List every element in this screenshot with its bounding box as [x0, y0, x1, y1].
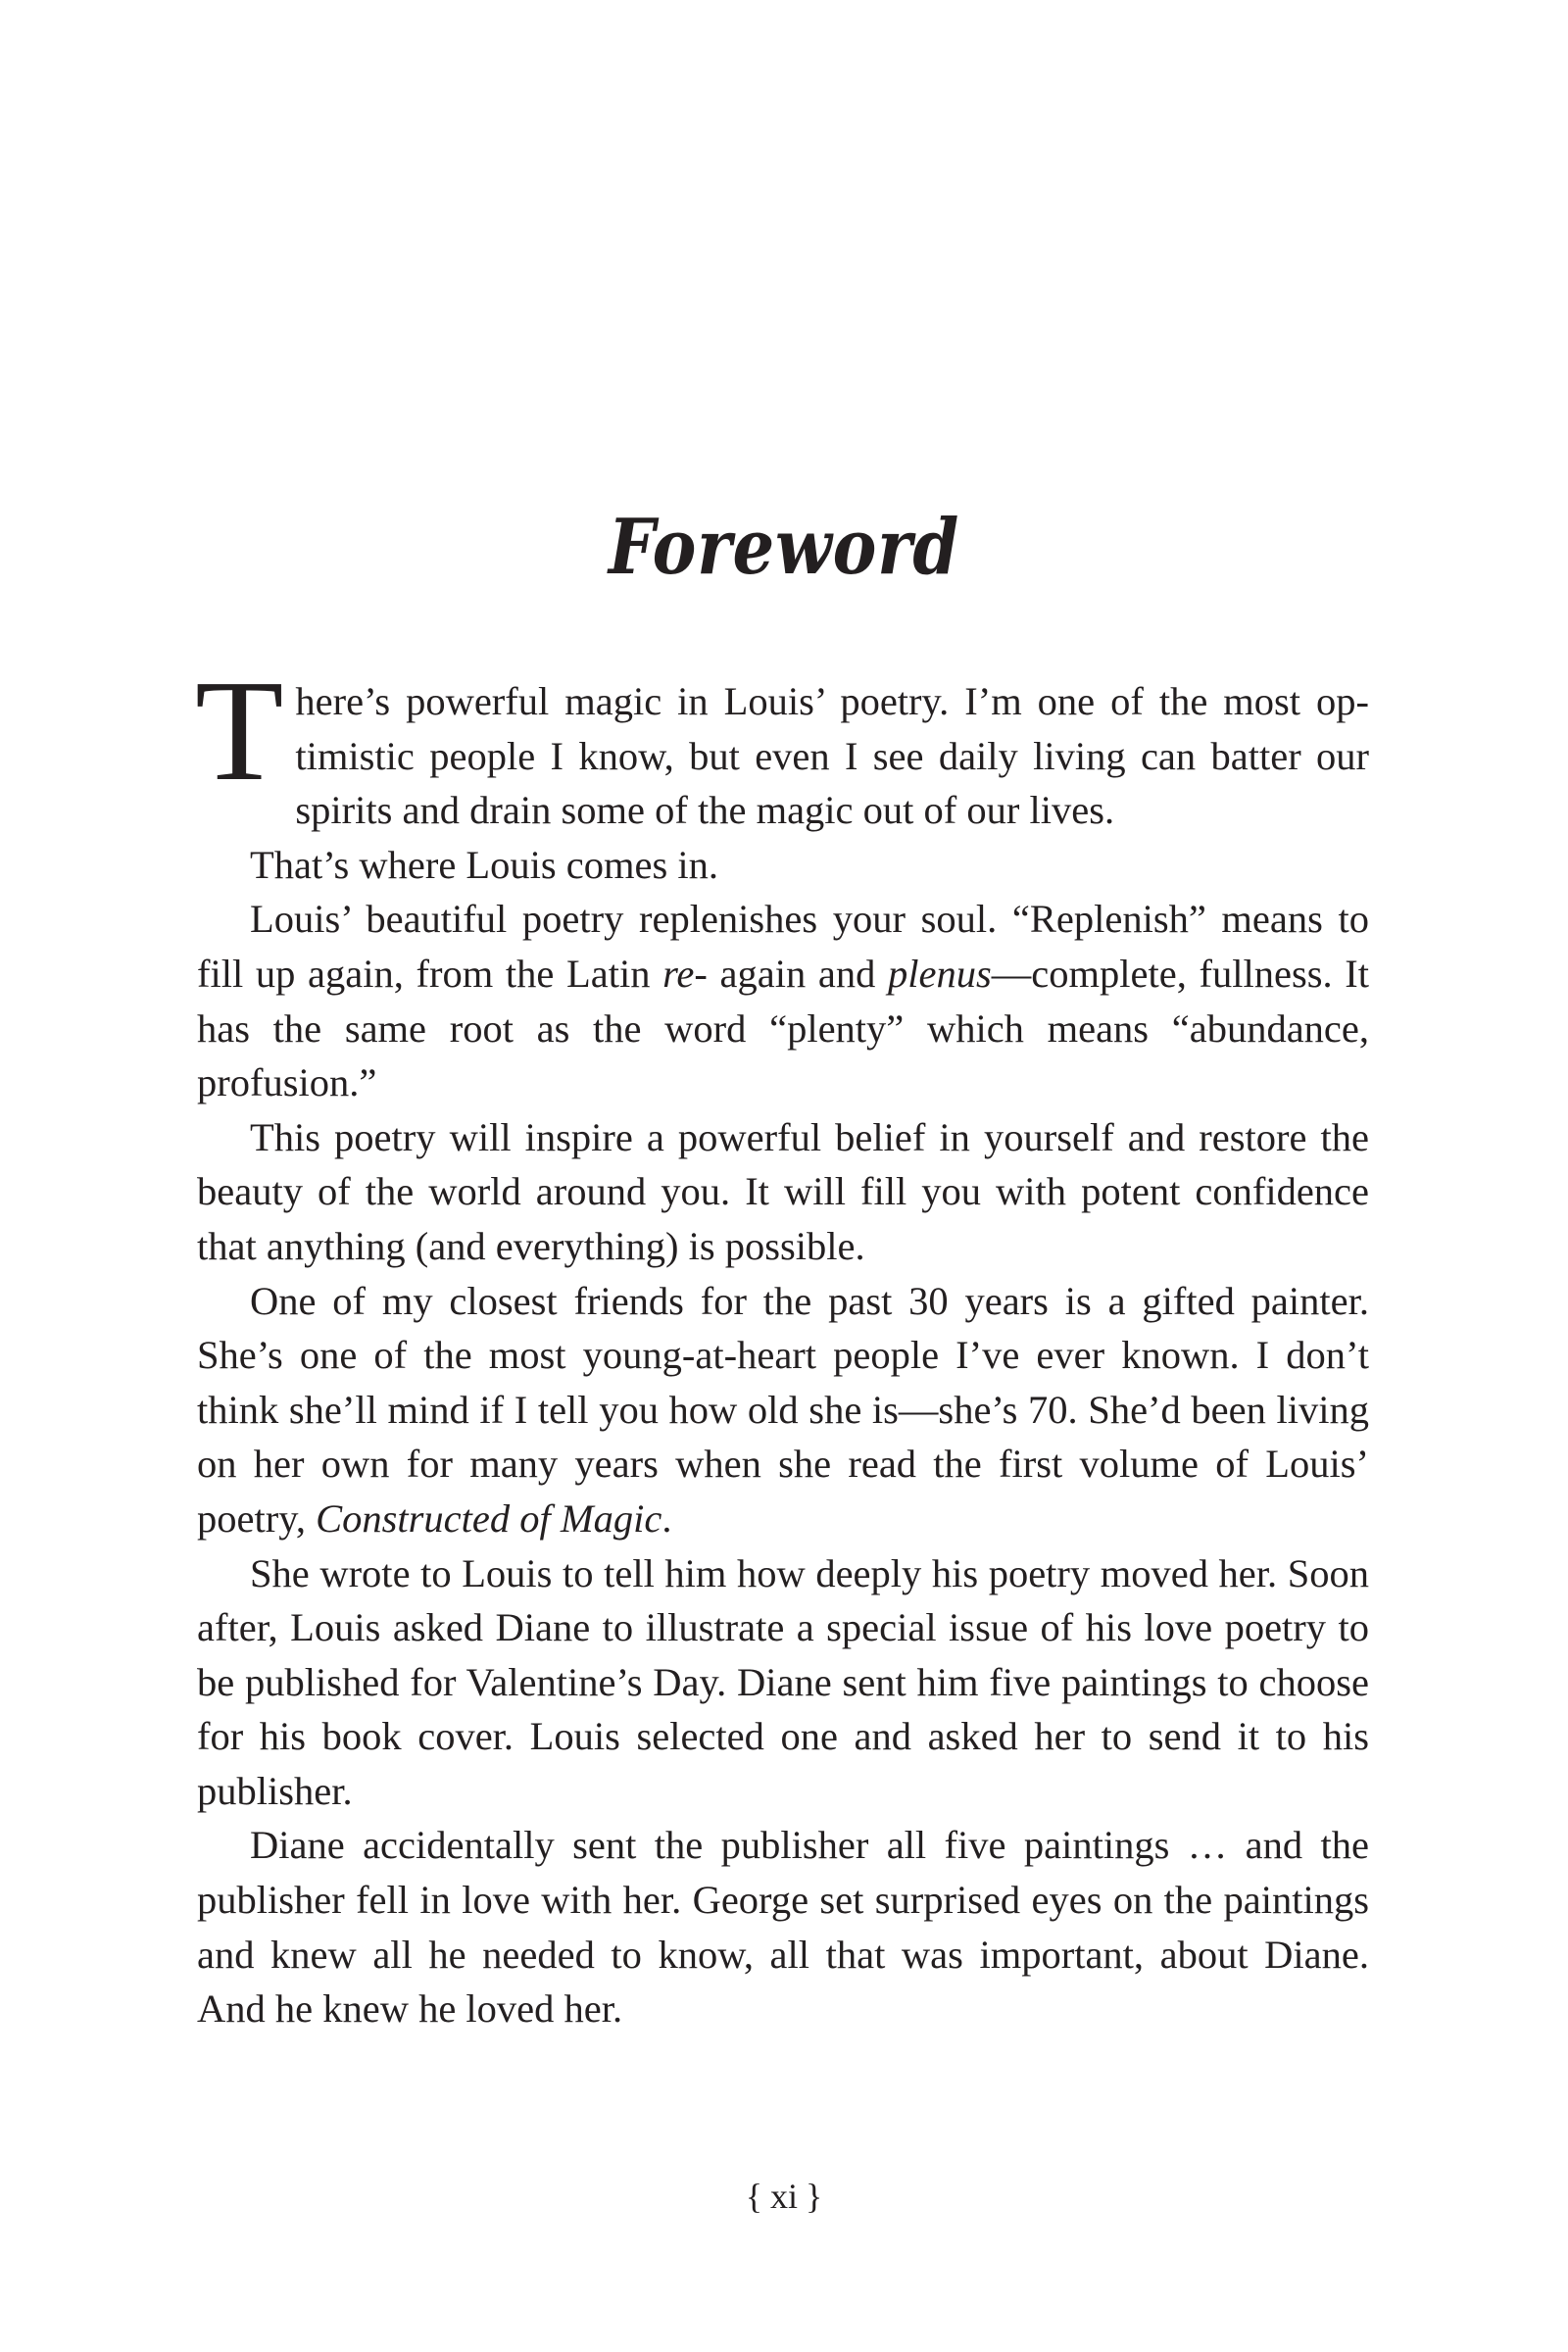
paragraph-4: This poetry will inspire a powerful belief in yourself and restore the beauty of the world around you. It will fill you with potent confidence that anything (and everything) is possible.: [197, 1114, 1369, 1268]
paragraph-3: [197, 892, 1369, 1109]
foreword-body: [195, 651, 1369, 2036]
page-number: [0, 2172, 1568, 2221]
latin-prefix-re: re-: [662, 951, 708, 996]
paragraph-3-text-after: —complete, fullness. It has the same root as the word “plenty” which means “abundance, profusion.”: [197, 951, 1369, 1105]
paragraph-2: That’s where Louis comes in.: [250, 842, 719, 887]
paragraph-3-text-before: Louis’ beautiful poetry replenishes your soul. “Replenish” means to fill up again, from the Latin: [197, 897, 1369, 996]
paragraph-1: [195, 651, 1369, 838]
paragraph-7: Diane accidentally sent the publisher all five paintings … and the publisher fell in love with her. George set surprised eyes on the paintings and knew all he needed to know, all that was important, about Diane. And he knew he loved her.: [197, 1823, 1369, 2032]
book-title-constructed-of-magic: Constructed of Magic: [316, 1495, 662, 1541]
latin-word-plenus: plenus: [888, 951, 992, 996]
paragraph-6: She wrote to Louis to tell him how deeply his poetry moved her. Soon after, Louis asked Diane to illustrate a special issue of his love poetry to be published for Valentine’s Day. Diane sent him five paintings to choose for his book cover. Louis selected one and asked her to send it to his publisher.: [197, 1550, 1369, 1813]
chapter-title: Foreword: [608, 503, 960, 593]
drop-cap: T: [195, 651, 284, 811]
paragraph-1-text: here’s powerful magic in Louis’ poetry. I’m one of the most optimistic people I know, but even I see daily living can batter our spirits and drain some of the magic out of our lives.: [295, 679, 1369, 833]
folio-open-brace: {: [745, 2177, 762, 2216]
folio-number: xi: [769, 2177, 798, 2216]
paragraph-5: [197, 1274, 1369, 1546]
paragraph-5-text-before: One of my closest friends for the past 30 years is a gifted painter. She’s one of the most young-at-heart people I’ve ever known. I don’t think she’ll mind if I tell you how old she is—she’s 70. She’d been living on her own for many years when she read the first volume of Louis’ poetry,: [197, 1278, 1369, 1541]
paragraph-3-text-middle: again and: [707, 951, 889, 996]
folio-close-brace: }: [806, 2177, 823, 2216]
paragraph-5-text-after: .: [662, 1495, 672, 1541]
